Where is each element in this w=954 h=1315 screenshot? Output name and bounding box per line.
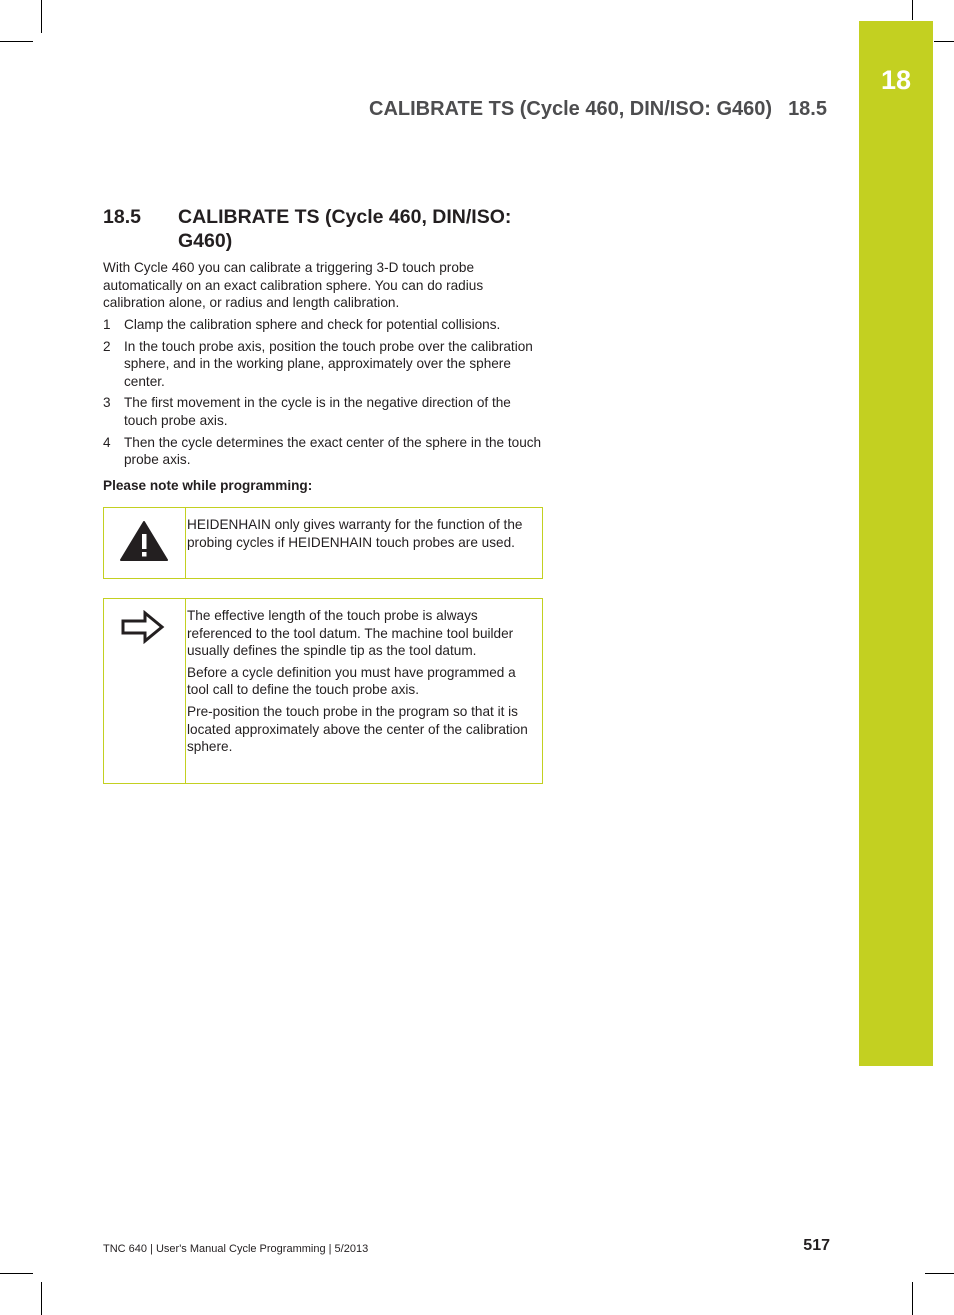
crop-mark — [912, 0, 913, 20]
chapter-tab — [859, 21, 933, 1066]
running-head-title: CALIBRATE TS (Cycle 460, DIN/ISO: G460) — [369, 98, 773, 120]
hint-paragraph: The effective length of the touch probe is always referenced to the tool datum. The machine tool builder usually defines the spindle tip as the tool datum. — [187, 608, 514, 659]
step-text: Clamp the calibration sphere and check for potential collisions. — [124, 317, 501, 332]
section-title — [103, 205, 543, 253]
section-heading: CALIBRATE TS (Cycle 460, DIN/ISO: G460) — [178, 206, 512, 252]
step-number: 4 — [103, 434, 111, 450]
crop-mark — [0, 41, 33, 42]
list-item — [103, 434, 543, 469]
hint-box — [103, 598, 543, 784]
chapter-number: 18 — [880, 65, 912, 95]
crop-mark — [41, 1282, 42, 1315]
step-text: Then the cycle determines the exact center of the sphere in the touch probe axis. — [124, 434, 542, 468]
list-item — [103, 338, 543, 391]
intro-paragraph: With Cycle 460 you can calibrate a triggering 3-D touch probe automatically on an exact calibration sphere. You can do radius calibration alone, or radius and length calibration. — [103, 260, 484, 311]
list-item — [103, 394, 543, 429]
running-head-section: 18.5 — [788, 98, 827, 120]
section-number: 18.5 — [103, 206, 141, 228]
crop-mark — [41, 0, 42, 33]
note-heading: Please note while programming: — [103, 478, 313, 493]
step-number: 2 — [103, 338, 111, 354]
step-text: In the touch probe axis, position the touch probe over the calibration sphere, and in the working plane, approximately over the sphere center. — [124, 338, 533, 389]
warning-content — [187, 508, 542, 559]
crop-mark — [934, 41, 954, 42]
warning-box — [103, 507, 543, 579]
arrow-right-icon — [121, 610, 165, 644]
warning-triangle-icon — [119, 520, 169, 562]
crop-mark — [925, 1273, 954, 1274]
warning-text: HEIDENHAIN only gives warranty for the function of the probing cycles if HEIDENHAIN touch probes are used. — [187, 517, 523, 550]
list-item — [103, 316, 543, 334]
crop-mark — [0, 1273, 33, 1274]
step-text: The first movement in the cycle is in the negative direction of the touch probe axis. — [124, 395, 511, 428]
crop-mark — [912, 1282, 913, 1315]
step-number: 3 — [103, 395, 111, 411]
page-number: 517 — [803, 1237, 830, 1254]
hint-paragraph: Before a cycle definition you must have programmed a tool call to define the touch probe axis. — [187, 664, 516, 698]
footer-text: TNC 640 | User's Manual Cycle Programming | 5/2013 — [103, 1243, 369, 1255]
hint-content — [187, 599, 542, 764]
hint-icon-column — [104, 599, 186, 783]
warning-icon-column — [104, 508, 186, 578]
running-head — [369, 96, 827, 122]
hint-paragraph: Pre-position the touch probe in the program so that it is located approximately above the center of the calibration sphere. — [187, 703, 528, 755]
steps-list — [103, 316, 543, 473]
step-number: 1 — [103, 317, 111, 332]
